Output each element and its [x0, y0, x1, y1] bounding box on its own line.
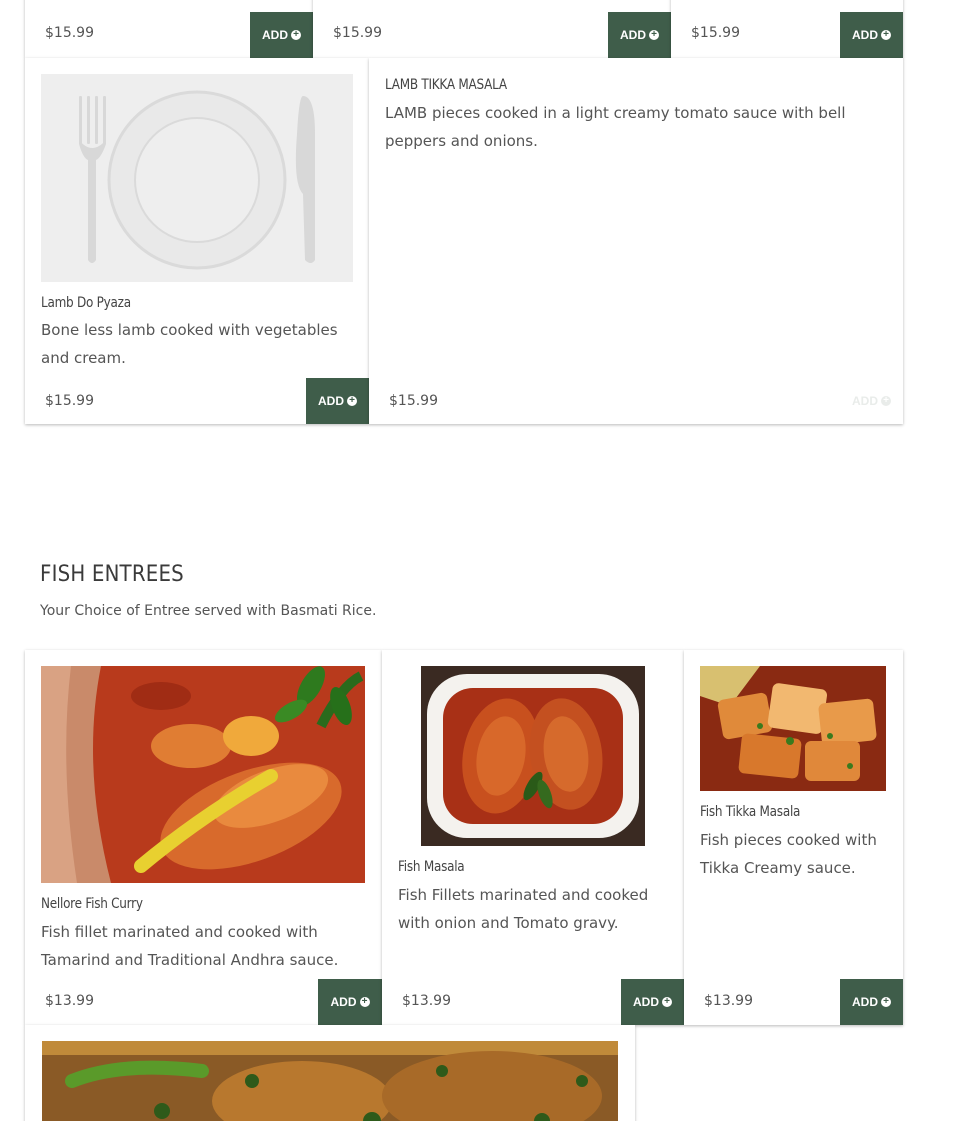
plus-circle-icon: +	[881, 396, 891, 406]
plus-circle-icon: +	[662, 997, 672, 1007]
item-price: $15.99	[45, 25, 94, 41]
add-to-cart-button[interactable]	[840, 12, 903, 58]
item-name: Nellore Fish Curry	[41, 896, 143, 912]
add-label: ADD	[633, 995, 659, 1009]
section-subtitle: Your Choice of Entree served with Basmati Rice.	[40, 603, 377, 619]
plus-circle-icon: +	[881, 30, 891, 40]
item-price: $15.99	[45, 393, 94, 409]
add-label: ADD	[262, 28, 288, 42]
menu-card-nellore-fish-curry	[25, 650, 382, 1025]
plus-circle-icon: +	[649, 30, 659, 40]
add-label: ADD	[330, 995, 357, 1009]
add-label: ADD	[318, 394, 344, 408]
menu-card-partial	[25, 1025, 635, 1121]
item-description: Fish pieces cooked with Tikka Creamy sauce.	[700, 831, 877, 877]
item-price: $13.99	[402, 993, 451, 1009]
add-label: ADD	[620, 28, 646, 42]
add-label: ADD	[852, 995, 878, 1009]
fish-masala-image	[421, 666, 645, 846]
menu-card-top-2	[313, 0, 671, 58]
fish-tikka-masala-image	[700, 666, 886, 791]
item-price: $15.99	[691, 25, 740, 41]
item-description: Bone less lamb cooked with vegetables and cream.	[41, 321, 338, 367]
menu-card-fish-tikka-masala	[684, 650, 903, 1025]
item-price: $15.99	[333, 25, 382, 41]
add-to-cart-button[interactable]	[621, 979, 684, 1025]
item-price: $13.99	[704, 993, 753, 1009]
item-description: Fish Fillets marinated and cooked with onion and Tomato gravy.	[398, 886, 649, 932]
item-name: Fish Tikka Masala	[700, 804, 801, 820]
add-to-cart-button[interactable]	[318, 979, 382, 1025]
menu-card-top-3	[671, 0, 903, 58]
item-name: LAMB TIKKA MASALA	[385, 77, 507, 93]
fish-dish-image	[42, 1041, 618, 1121]
item-name: Fish Masala	[398, 859, 465, 875]
add-to-cart-button[interactable]	[306, 378, 369, 424]
menu-card-top-1	[25, 0, 313, 58]
item-price: $15.99	[389, 393, 438, 409]
item-description: LAMB pieces cooked in a light creamy tomato sauce with bell peppers and onions.	[385, 104, 846, 150]
plus-circle-icon: +	[347, 396, 357, 406]
add-to-cart-button[interactable]	[250, 12, 313, 58]
item-description: Fish fillet marinated and cooked with Tamarind and Traditional Andhra sauce.	[41, 923, 339, 969]
add-to-cart-button[interactable]	[840, 378, 903, 424]
add-to-cart-button[interactable]	[608, 12, 671, 58]
add-to-cart-button[interactable]	[840, 979, 903, 1025]
item-price: $13.99	[45, 993, 94, 1009]
section-title: FISH ENTREES	[40, 562, 184, 587]
item-name: Lamb Do Pyaza	[41, 295, 131, 311]
plus-circle-icon: +	[881, 997, 891, 1007]
nellore-fish-curry-image	[41, 666, 365, 883]
plus-circle-icon: +	[360, 997, 370, 1007]
menu-card-lamb-tikka-masala	[369, 58, 903, 424]
menu-card-fish-masala	[382, 650, 684, 1025]
plus-circle-icon: +	[291, 30, 301, 40]
menu-card-lamb-do-pyaza	[25, 58, 369, 424]
add-label: ADD	[852, 28, 878, 42]
plate-cutlery-placeholder-icon	[41, 74, 353, 282]
add-label: ADD	[852, 394, 878, 408]
